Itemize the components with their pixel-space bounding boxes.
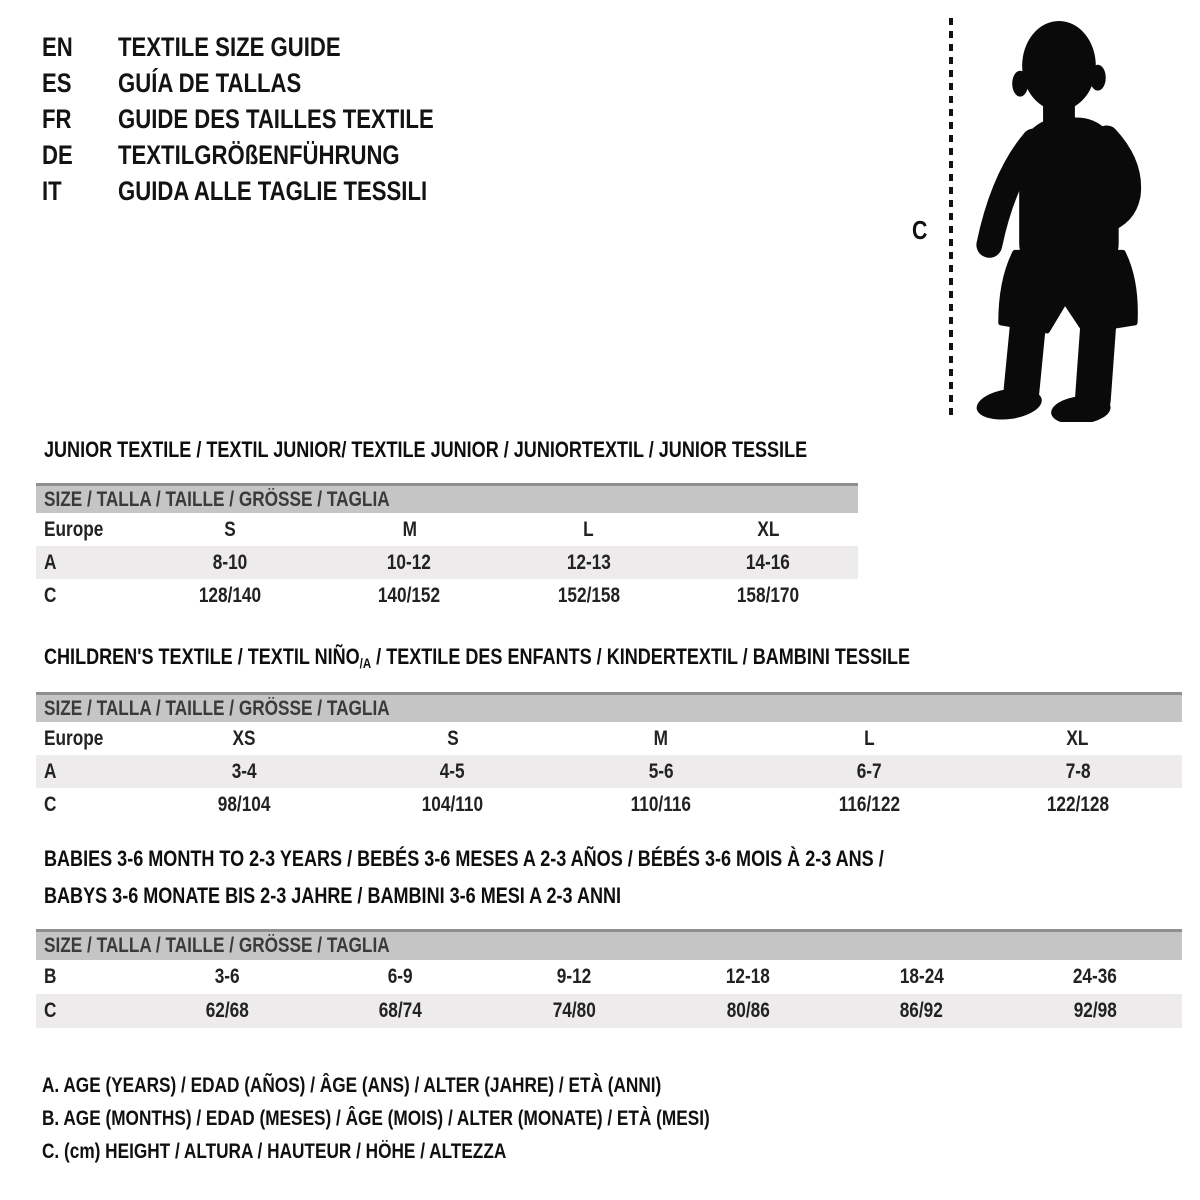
table-cell: 14-16 bbox=[746, 550, 791, 574]
language-title: GUÍA DE TALLAS bbox=[118, 68, 302, 98]
table-row-children-age bbox=[36, 755, 1182, 788]
table-row-babies-months bbox=[36, 960, 1182, 994]
row-label: B bbox=[44, 965, 57, 988]
table-row-junior-height bbox=[36, 579, 858, 612]
language-row-es bbox=[42, 65, 503, 101]
table-cell: 74/80 bbox=[552, 999, 596, 1022]
row-label: C bbox=[44, 583, 57, 607]
language-row-fr bbox=[42, 101, 503, 137]
table-cell: 12-13 bbox=[566, 550, 611, 574]
toddler-silhouette-icon bbox=[958, 14, 1150, 422]
table-cell: L bbox=[864, 726, 875, 750]
table-cell: 152/158 bbox=[557, 583, 620, 607]
language-title: TEXTILGRÖßENFÜHRUNG bbox=[118, 140, 400, 170]
table-cell: S bbox=[223, 517, 236, 541]
row-label: C bbox=[44, 999, 57, 1022]
language-row-it bbox=[42, 173, 503, 209]
table-cell: 140/152 bbox=[378, 583, 441, 607]
table-cell: 3-6 bbox=[214, 965, 240, 988]
section-title-babies-line1: BABIES 3-6 MONTH TO 2-3 YEARS / BEBÉS 3-6 MESES A 2-3 AÑOS / BÉBÉS 3-6 MOIS À 2-3 ANS / bbox=[44, 846, 884, 871]
language-code: EN bbox=[42, 32, 73, 62]
section-title-babies bbox=[44, 840, 1068, 914]
row-label: A bbox=[44, 550, 57, 574]
table-row-junior-age bbox=[36, 546, 858, 579]
table-row-junior-europe bbox=[36, 513, 858, 546]
measurement-legend bbox=[42, 1069, 856, 1168]
table-cell: 4-5 bbox=[440, 759, 466, 783]
table-cell: 10-12 bbox=[387, 550, 432, 574]
table-cell: 18-24 bbox=[899, 965, 944, 988]
table-cell: 98/104 bbox=[217, 792, 271, 816]
table-cell: 9-12 bbox=[556, 965, 592, 988]
language-row-en bbox=[42, 29, 503, 65]
section-title-junior: JUNIOR TEXTILE / TEXTIL JUNIOR/ TEXTILE JUNIOR / JUNIORTEXTIL / JUNIOR TESSILE bbox=[44, 437, 808, 462]
table-cell: 86/92 bbox=[899, 999, 944, 1022]
table-cell: M bbox=[402, 517, 417, 541]
table-cell: 5-6 bbox=[648, 759, 674, 783]
language-row-de bbox=[42, 137, 503, 173]
height-measure-dotted-line bbox=[949, 18, 953, 416]
row-label: A bbox=[44, 759, 57, 783]
size-header-bar-babies: SIZE / TALLA / TAILLE / GRÖSSE / TAGLIA bbox=[36, 929, 1182, 960]
figure-height-label: C bbox=[912, 215, 928, 245]
table-cell: 128/140 bbox=[198, 583, 261, 607]
size-header-bar-children: SIZE / TALLA / TAILLE / GRÖSSE / TAGLIA bbox=[36, 692, 1182, 722]
table-cell: 80/86 bbox=[726, 999, 770, 1022]
section-title-babies-line2: BABYS 3-6 MONATE BIS 2-3 JAHRE / BAMBINI 3-6 MESI A 2-3 ANNI bbox=[44, 883, 622, 908]
row-label: C bbox=[44, 792, 57, 816]
table-cell: 7-8 bbox=[1065, 759, 1091, 783]
table-cell: S bbox=[446, 726, 459, 750]
language-title: TEXTILE SIZE GUIDE bbox=[118, 32, 341, 62]
table-cell: XL bbox=[757, 517, 780, 541]
table-cell: 68/74 bbox=[378, 999, 423, 1022]
table-row-babies-height bbox=[36, 994, 1182, 1028]
language-title: GUIDA ALLE TAGLIE TESSILI bbox=[118, 176, 428, 206]
table-cell: XL bbox=[1066, 726, 1089, 750]
table-cell: 122/128 bbox=[1046, 792, 1109, 816]
section-title-children bbox=[44, 643, 1100, 673]
section-title-children-sub: /A bbox=[359, 655, 372, 671]
table-cell: 158/170 bbox=[737, 583, 800, 607]
table-cell: M bbox=[653, 726, 669, 750]
table-cell: 110/116 bbox=[630, 792, 692, 816]
language-code: IT bbox=[42, 176, 62, 206]
table-cell: 8-10 bbox=[212, 550, 247, 574]
table-row-children-height bbox=[36, 788, 1182, 821]
legend-line-a: A. AGE (YEARS) / EDAD (AÑOS) / ÂGE (ANS) / ALTER (JAHRE) / ETÀ (ANNI) bbox=[42, 1074, 662, 1097]
table-cell: 3-4 bbox=[231, 759, 257, 783]
row-label: Europe bbox=[44, 726, 104, 750]
language-title-list bbox=[42, 29, 503, 209]
size-header-bar-junior: SIZE / TALLA / TAILLE / GRÖSSE / TAGLIA bbox=[36, 483, 858, 513]
table-cell: 116/122 bbox=[838, 792, 901, 816]
table-cell: 12-18 bbox=[725, 965, 770, 988]
language-code: FR bbox=[42, 104, 72, 134]
table-cell: 6-9 bbox=[388, 965, 413, 988]
table-row-children-europe bbox=[36, 722, 1182, 755]
language-title: GUIDE DES TAILLES TEXTILE bbox=[118, 104, 434, 134]
table-cell: L bbox=[583, 517, 595, 541]
table-cell: 24-36 bbox=[1073, 965, 1118, 988]
table-cell: 104/110 bbox=[421, 792, 484, 816]
language-code: DE bbox=[42, 140, 73, 170]
table-cell: XS bbox=[232, 726, 256, 750]
table-cell: 62/68 bbox=[205, 999, 249, 1022]
legend-line-c: C. (cm) HEIGHT / ALTURA / HAUTEUR / HÖHE / ALTEZZA bbox=[42, 1140, 507, 1163]
section-title-children-post: / TEXTILE DES ENFANTS / KINDERTEXTIL / BAMBINI TESSILE bbox=[371, 644, 911, 669]
language-code: ES bbox=[42, 68, 72, 98]
legend-line-b: B. AGE (MONTHS) / EDAD (MESES) / ÂGE (MOIS) / ALTER (MONATE) / ETÀ (MESI) bbox=[42, 1107, 710, 1130]
section-title-children-pre: CHILDREN'S TEXTILE / TEXTIL NIÑO bbox=[44, 644, 360, 669]
table-cell: 92/98 bbox=[1073, 999, 1117, 1022]
row-label: Europe bbox=[44, 517, 104, 541]
table-cell: 6-7 bbox=[856, 759, 882, 783]
